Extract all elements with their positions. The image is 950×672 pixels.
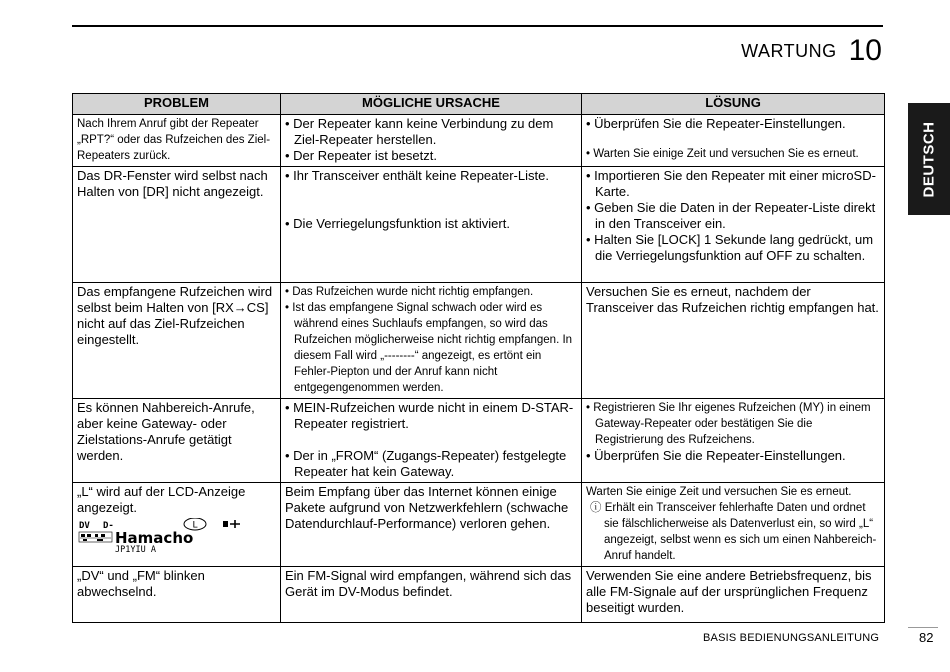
lcd-badge-text: L bbox=[192, 520, 198, 531]
cause-item: • Die Verriegelungsfunktion ist aktiviert. bbox=[285, 216, 510, 231]
cause-item: • Der Repeater ist besetzt. bbox=[285, 148, 437, 163]
cause-item: Beim Empfang über das Internet können einige Pakete aufgrund von Netzwerkfehlern (schwache Datendurchlauf-Performance) verloren gehen. bbox=[285, 484, 569, 531]
table-row bbox=[73, 483, 885, 567]
lcd-name-text: Hamacho bbox=[115, 529, 194, 547]
solution-item: • Überprüfen Sie die Repeater-Einstellungen. bbox=[586, 116, 846, 131]
solution-item: Verwenden Sie eine andere Betriebsfrequenz, bis alle FM-Signale auf der ursprünglichen Frequenz beseitigt wurden. bbox=[586, 568, 872, 615]
solution-item: Versuchen Sie es erneut, nachdem der Transceiver das Rufzeichen richtig empfangen hat. bbox=[586, 284, 879, 315]
problem-text: Das DR-Fenster wird selbst nach Halten von [DR] nicht angezeigt. bbox=[77, 168, 268, 199]
solution-cell bbox=[582, 399, 885, 483]
table-row bbox=[73, 115, 885, 167]
footer-rule bbox=[908, 627, 938, 628]
chapter-number: 10 bbox=[848, 34, 882, 67]
cause-item: • MEIN-Rufzeichen wurde nicht in einem D-STAR-Repeater registriert. bbox=[285, 400, 574, 431]
table-header-row bbox=[73, 94, 885, 115]
cause-cell bbox=[281, 399, 582, 483]
header-cause: MÖGLICHE URSACHE bbox=[281, 94, 582, 115]
troubleshooting-table bbox=[72, 93, 885, 623]
solution-item: • Registrieren Sie Ihr eigenes Rufzeichen (MY) in einem Gateway-Repeater oder bestätigen Sie die Registrierung des Rufzeichens. bbox=[586, 402, 871, 446]
table-row bbox=[73, 167, 885, 283]
problem-text: „L“ wird auf der LCD-Anzeige angezeigt. bbox=[77, 484, 246, 515]
cause-cell bbox=[281, 115, 582, 167]
lcd-to-from-icon bbox=[79, 532, 112, 542]
cause-item: • Ist das empfangene Signal schwach oder wird es während eines Suchlaufs empfangen, so wird das Rufzeichen möglicherweise nicht richtig empfangen. In diesem Fall wird „--------“ angezeigt, es ertönt ein Fehler-Piepton und der Anruf kann nicht entgegengenommen werden. bbox=[285, 302, 573, 394]
cause-item: • Ihr Transceiver enthält keine Repeater-Liste. bbox=[285, 168, 549, 183]
cause-item: • Der Repeater kann keine Verbindung zu dem Ziel-Repeater herstellen. bbox=[285, 116, 554, 147]
cause-cell bbox=[281, 567, 582, 623]
cause-cell bbox=[281, 483, 582, 567]
problem-cell bbox=[73, 115, 281, 167]
header-problem: PROBLEM bbox=[73, 94, 281, 115]
solution-cell bbox=[582, 283, 885, 399]
problem-text: Das empfangene Rufzeichen wird selbst beim Halten von [RX→CS] nicht auf das Ziel-Rufzeichen eingestellt. bbox=[77, 284, 273, 347]
problem-cell bbox=[73, 399, 281, 483]
lcd-sub-text: D- bbox=[103, 521, 114, 531]
cause-cell bbox=[281, 167, 582, 283]
solution-item: • Überprüfen Sie die Repeater-Einstellungen. bbox=[586, 448, 846, 463]
language-tab-label: DEUTSCH bbox=[920, 120, 938, 198]
cause-item: • Das Rufzeichen wurde nicht richtig empfangen. bbox=[285, 286, 534, 298]
header-solution: LÖSUNG bbox=[582, 94, 885, 115]
problem-cell bbox=[73, 567, 281, 623]
table-row bbox=[73, 567, 885, 623]
problem-cell bbox=[73, 283, 281, 399]
table-row bbox=[73, 399, 885, 483]
problem-text: „DV“ und „FM“ blinken abwechselnd. bbox=[77, 568, 205, 599]
solution-item: • Warten Sie einige Zeit und versuchen Sie es erneut. bbox=[586, 148, 859, 160]
header-rule bbox=[72, 25, 883, 27]
solution-item: • Geben Sie die Daten in der Repeater-Liste direkt in den Transceiver ein. bbox=[586, 200, 876, 231]
solution-item: • Halten Sie [LOCK] 1 Sekunde lang gedrückt, um die Verriegelungsfunktion auf OFF zu schalten. bbox=[586, 232, 874, 263]
chapter-heading bbox=[741, 36, 882, 66]
lcd-mode-text: DV bbox=[79, 521, 90, 531]
cause-cell bbox=[281, 283, 582, 399]
solution-cell bbox=[582, 567, 885, 623]
solution-item: ⓘ Erhält ein Transceiver fehlerhafte Daten und ordnet sie fälschlicherweise als Datenverlust ein, so wird „L“ angezeigt, selbst wenn es sich um einen Nahbereich-Anruf handelt. bbox=[590, 502, 877, 562]
page-number: 82 bbox=[919, 630, 934, 645]
solution-cell bbox=[582, 483, 885, 567]
table-row bbox=[73, 283, 885, 399]
solution-item: • Importieren Sie den Repeater mit einer microSD-Karte. bbox=[586, 168, 876, 199]
cause-item: Ein FM-Signal wird empfangen, während sich das Gerät im DV-Modus befindet. bbox=[285, 568, 572, 599]
lcd-signal-icon bbox=[223, 520, 240, 528]
problem-cell bbox=[73, 167, 281, 283]
chapter-title: WARTUNG bbox=[741, 41, 837, 61]
cause-item: • Der in „FROM“ (Zugangs-Repeater) festgelegte Repeater hat kein Gateway. bbox=[285, 448, 567, 479]
lcd-display-illustration bbox=[77, 518, 243, 554]
language-tab bbox=[908, 103, 950, 215]
lcd-callsign-text: JP1YIU A bbox=[115, 545, 156, 554]
problem-text: Nach Ihrem Anruf gibt der Repeater „RPT?“ oder das Rufzeichen des Ziel-Repeaters zurück. bbox=[77, 118, 271, 162]
solution-item: Warten Sie einige Zeit und versuchen Sie es erneut. bbox=[586, 486, 852, 498]
solution-cell bbox=[582, 115, 885, 167]
problem-text: Es können Nahbereich-Anrufe, aber keine Gateway- oder Zielstations-Anrufe getätigt werden. bbox=[77, 400, 255, 463]
footer-title: BASIS BEDIENUNGSANLEITUNG bbox=[703, 632, 880, 644]
solution-cell bbox=[582, 167, 885, 283]
problem-cell bbox=[73, 483, 281, 567]
